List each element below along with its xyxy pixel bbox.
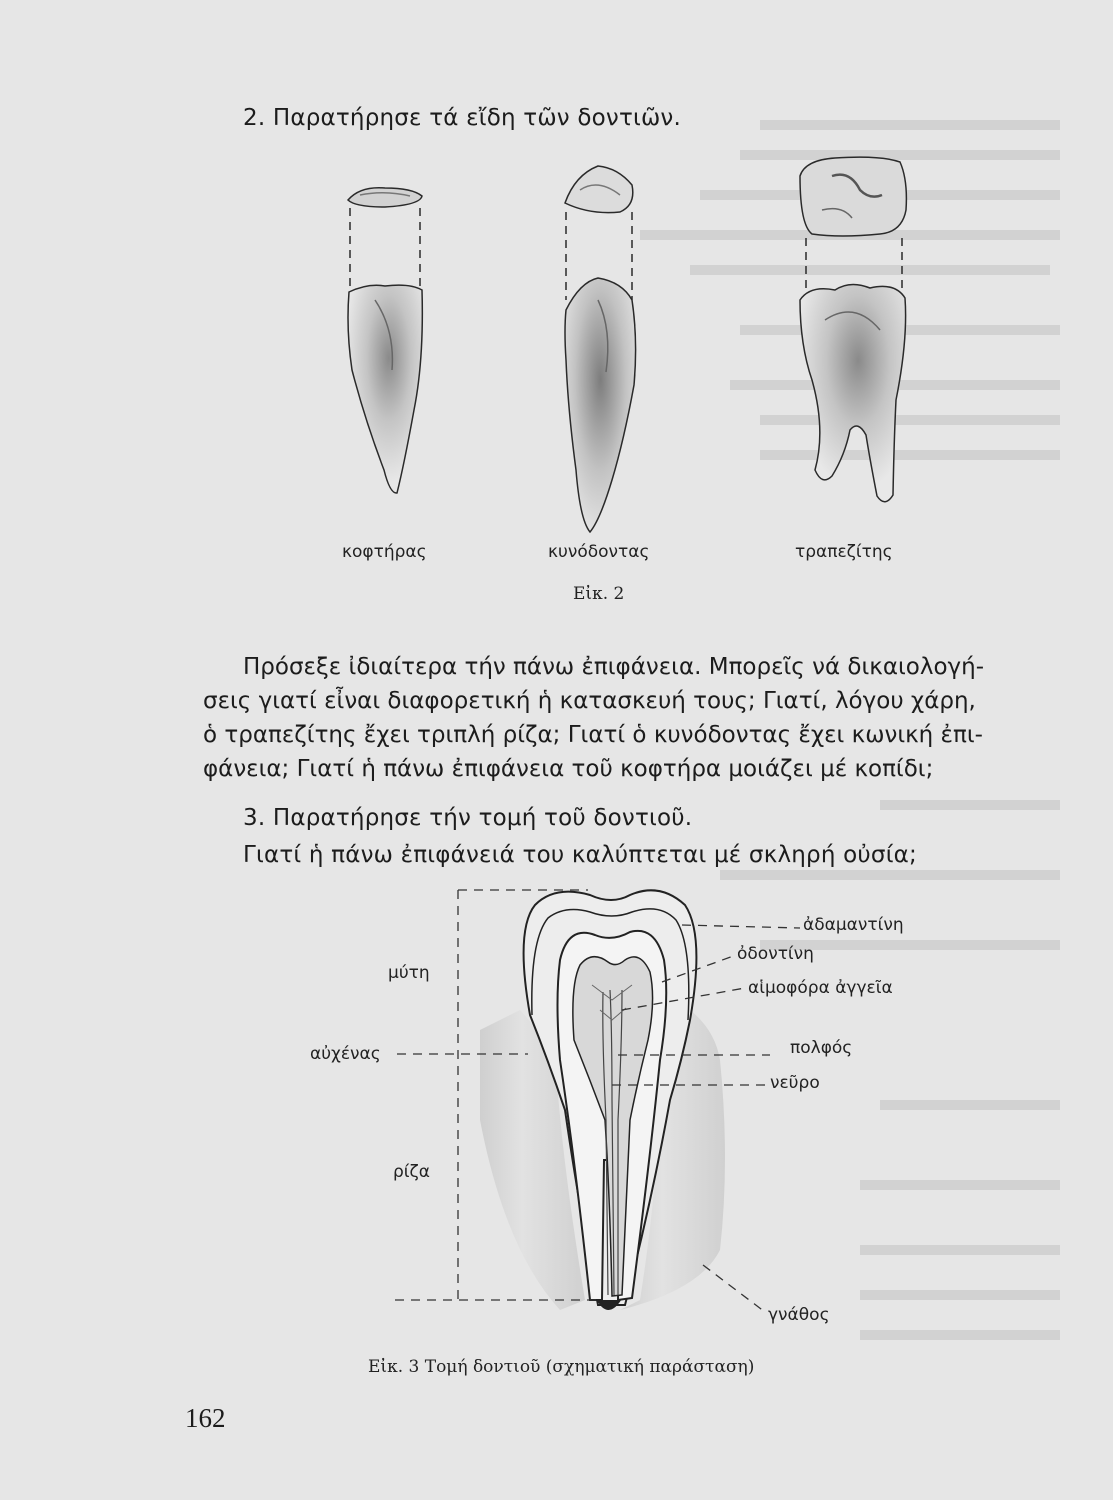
label-root: ρίζα [393,1162,430,1182]
incisor-label: κοφτήρας [342,542,427,562]
label-dentin: ὀδοντίνη [737,944,814,964]
section-3-heading: 3. Παρατήρησε τήν τομή τοῦ δοντιοῦ. [243,805,693,831]
label-neck: αὐχένας [310,1044,381,1064]
figure-3-caption: Εἰκ. 3 Τομή δοντιοῦ (σχηματική παράσταση) [368,1357,755,1377]
page-number: 162 [185,1403,226,1433]
label-crown: μύτη [388,963,430,983]
canine-label: κυνόδοντας [548,542,650,562]
molar-label: τραπεζίτης [795,542,893,562]
label-nerve: νεῦρο [770,1073,820,1093]
label-pulp: πολφός [790,1038,853,1058]
paragraph-line-1: Πρόσεξε ἰδιαίτερα τήν πάνω ἐπιφάνεια. Μπορεῖς νά δικαιολογή- [243,654,985,680]
section-2-heading: 2. Παρατήρησε τά εἴδη τῶν δοντιῶν. [243,105,681,131]
paragraph-line-2: σεις γιατί εἶναι διαφορετική ἡ κατασκευή τους; Γιατί, λόγου χάρη, [203,688,976,714]
label-jaw: γνάθος [768,1305,830,1325]
figure-2-caption: Εἰκ. 2 [573,584,625,604]
section-3-question: Γιατί ἡ πάνω ἐπιφάνειά του καλύπτεται μέ σκληρή οὐσία; [243,842,917,868]
paragraph-line-3: ὁ τραπεζίτης ἔχει τριπλή ρίζα; Γιατί ὁ κυνόδοντας ἔχει κωνική ἐπι- [203,722,983,748]
paragraph-line-4: φάνεια; Γιατί ἡ πάνω ἐπιφάνεια τοῦ κοφτήρα μοιάζει μέ κοπίδι; [203,756,934,782]
label-blood-vessels: αἱμοφόρα ἀγγεῖα [748,978,893,998]
label-enamel: ἀδαμαντίνη [803,915,904,935]
